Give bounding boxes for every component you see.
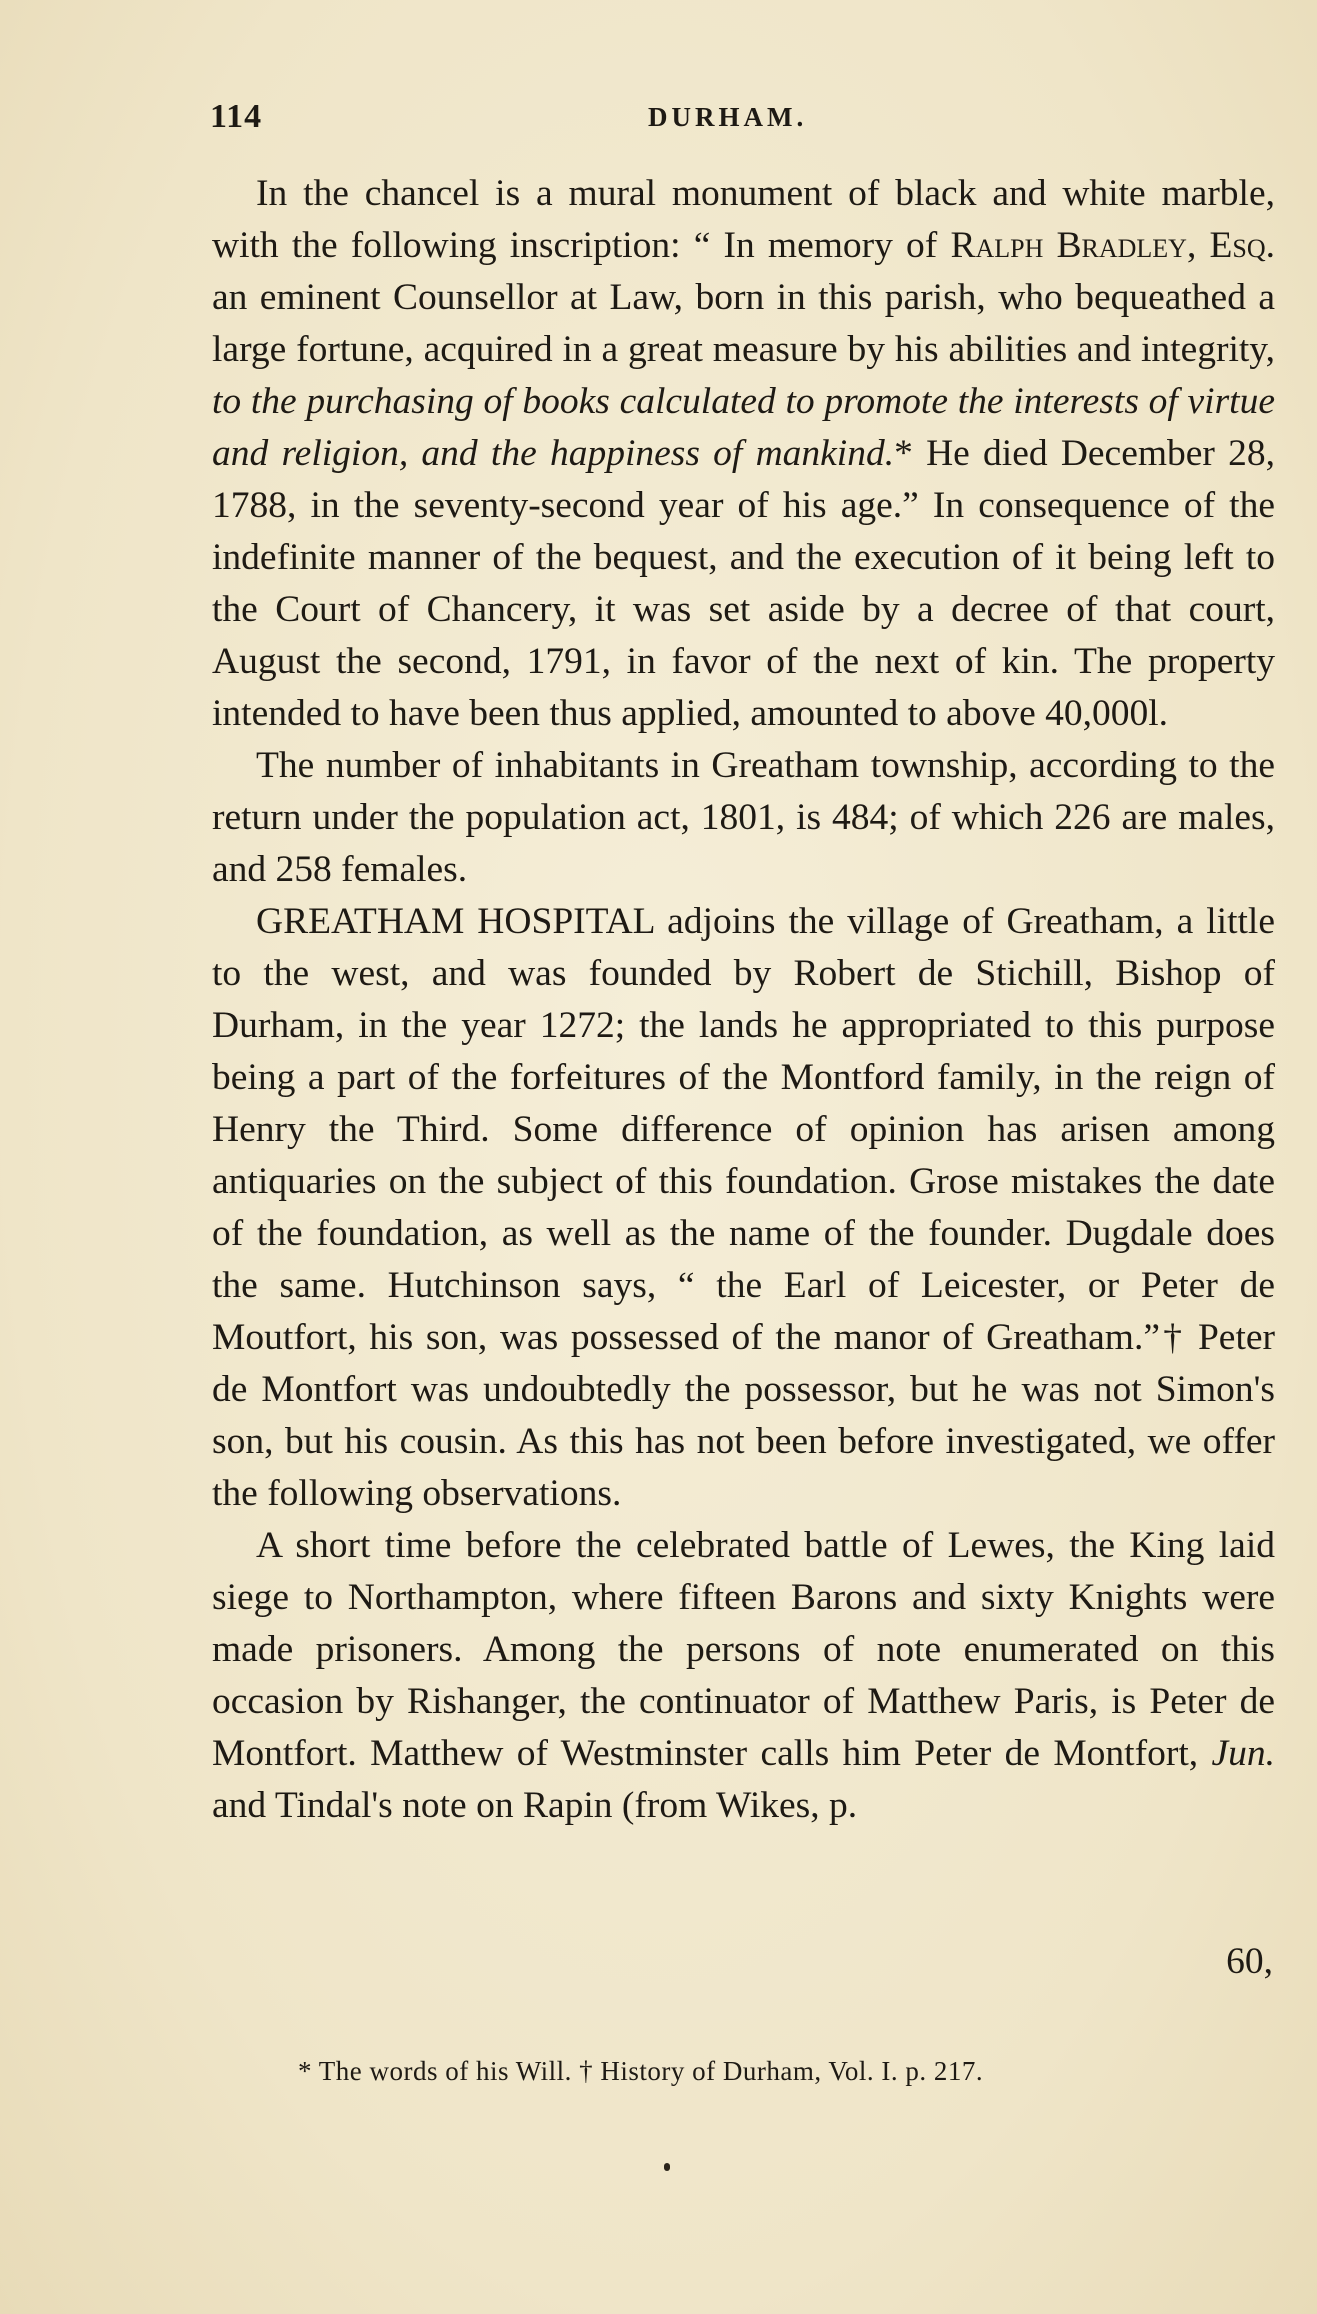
text-run: In the chancel is a mural monument of black and white marble, with the following inscription: “ In memory of — [212, 173, 1275, 266]
paragraph-chancel-monument — [212, 168, 1275, 740]
text-run: Peter de Montfort was undoubtedly the possessor, but he was not Simon's son, but his cousin. As this has not been before investigated, we offer the following observations. — [212, 1317, 1275, 1514]
text-run: He died December 28, 1788, in the seventy-second year of his age.” In consequence of the indefinite manner of the bequest, and the execution of it being left to the Court of Chancery, it was set aside by a decree of that court, August the second, 1791, in favor of the next of kin. The property intended to have been thus applied, amounted to above 40,000l. — [212, 433, 1276, 734]
text-run: an eminent Counsellor at Law, born in this parish, who bequeathed a large fortune, acquired in a great measure by his abilities and integrity, — [212, 277, 1275, 370]
paragraph-population: The number of inhabitants in Greatham township, according to the return under the population act, 1801, is 484; of which 226 are males, and 258 females. — [212, 745, 1275, 890]
footnote-mark-dagger: † — [1160, 1317, 1186, 1358]
printer-mark — [664, 2163, 670, 2171]
footnote-mark-asterisk: * — [894, 433, 913, 474]
paragraph-northampton-siege — [212, 1520, 1275, 1832]
text-run: A short time before the celebrated battle of Lewes, the King laid siege to Northampton, where fifteen Barons and sixty Knights were made prisoners. Among the persons of note enumerated on this occasion by Rishanger, the continuator of Matthew Paris, is Peter de Montfort. Matthew of Westminster calls him Peter de Montfort, — [212, 1525, 1275, 1774]
name-ralph-bradley: Ralph Bradley — [950, 225, 1187, 266]
catchword: 60, — [1226, 1941, 1273, 1982]
italic-jun: Jun. — [1211, 1733, 1275, 1774]
text-run: adjoins the village of Greatham, a little to the west, and was founded by Robert de Stichill, Bishop of Durham, in the year 1272; the lands he appropriated to this purpose being a part of the forfeitures of the Montford family, in the reign of Henry the Third. Some difference of opinion has arisen among antiquaries on the subject of this foundation. Grose mistakes the date of the foundation, as well as the name of the founder. Dugdale does the same. Hutchinson says, “ the Earl of Leicester, or Peter de Moutfort, his son, was possessed of the manor of Greatham.” — [212, 901, 1275, 1358]
hospital-heading: GREATHAM HOSPITAL — [256, 901, 655, 942]
paragraph-greatham-hospital — [212, 896, 1275, 1520]
title-esq: Esq. — [1209, 225, 1276, 266]
will-quotation: to the purchasing of books calculated to promote the interests of virtue and religion, and the happiness of mankind. — [212, 381, 1275, 474]
page-number: 114 — [210, 98, 263, 135]
body-text — [212, 168, 1275, 1832]
footnotes: * The words of his Will. † History of Durham, Vol. I. p. 217. — [298, 2056, 984, 2086]
running-head: DURHAM. — [648, 102, 808, 132]
text-run: , — [1186, 225, 1210, 266]
text-run: and Tindal's note on Rapin (from Wikes, p. — [212, 1785, 858, 1826]
page-header — [210, 98, 1270, 148]
